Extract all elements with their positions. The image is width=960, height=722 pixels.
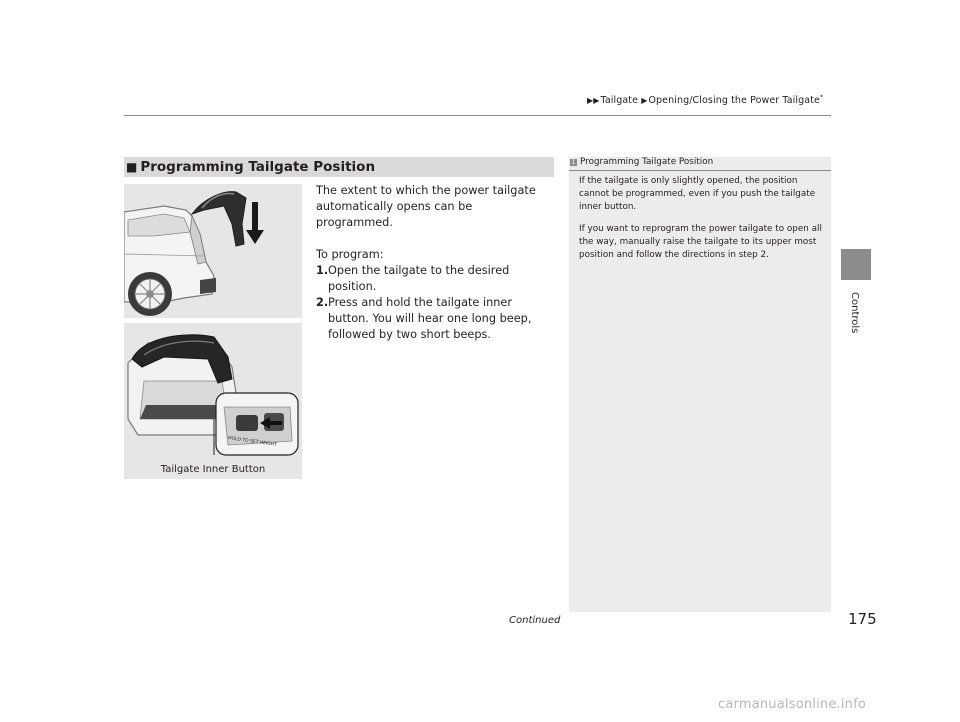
step-2 bbox=[316, 295, 552, 343]
program-label: To program: bbox=[316, 248, 384, 261]
page-number: 175 bbox=[848, 610, 877, 628]
watermark[interactable]: carmanualsonline.info bbox=[718, 697, 867, 712]
step-1 bbox=[316, 263, 552, 295]
note-heading bbox=[569, 157, 831, 167]
section-heading bbox=[124, 157, 554, 177]
step-text: Open the tailgate to the desired position. bbox=[328, 264, 510, 293]
continued-label: Continued bbox=[509, 615, 561, 626]
breadcrumb bbox=[587, 94, 823, 106]
figure-tailgate-open bbox=[124, 184, 302, 318]
note-paragraph: If the tailgate is only slightly opened, the position cannot be programmed, even if you push the tailgate inner button. bbox=[579, 176, 816, 212]
tailgate-open-illustration bbox=[124, 184, 302, 318]
section-marker-icon: ■ bbox=[126, 160, 138, 174]
breadcrumb-arrow-icon: ▶▶ bbox=[587, 96, 600, 106]
tailgate-inner-button-illustration bbox=[124, 323, 302, 479]
option-mark: * bbox=[819, 94, 824, 101]
step-number: 1. bbox=[316, 264, 329, 277]
section-title: Programming Tailgate Position bbox=[140, 159, 376, 175]
step-number: 2. bbox=[316, 296, 329, 309]
header-divider bbox=[124, 115, 831, 116]
chapter-tab[interactable] bbox=[841, 249, 871, 280]
note-divider bbox=[569, 170, 831, 171]
step-text: Press and hold the tailgate inner button. You will hear one long beep, followed by two short beeps. bbox=[328, 296, 532, 341]
breadcrumb-item-tailgate[interactable]: Tailgate bbox=[600, 95, 639, 107]
button-embossed-label: HOLD TO SET HEIGHT bbox=[227, 436, 278, 448]
note-title: Programming Tailgate Position bbox=[580, 157, 714, 167]
chapter-label: Controls bbox=[849, 292, 860, 334]
note-reference-icon: 1 bbox=[571, 159, 576, 166]
intro-text: The extent to which the power tailgate automatically opens can be programmed. bbox=[316, 184, 536, 229]
note-paragraph: If you want to reprogram the power tailgate to open all the way, manually raise the tailgate to its upper most position and follow the directions in step 2. bbox=[579, 224, 822, 260]
breadcrumb-item-power-tailgate[interactable]: Opening/Closing the Power Tailgate bbox=[648, 95, 820, 107]
breadcrumb-arrow-icon: ▶ bbox=[641, 96, 648, 106]
instructions bbox=[316, 183, 552, 343]
figure-tailgate-inner-button bbox=[124, 323, 302, 479]
figure-caption: Tailgate Inner Button bbox=[160, 464, 266, 475]
note-body bbox=[579, 175, 827, 271]
